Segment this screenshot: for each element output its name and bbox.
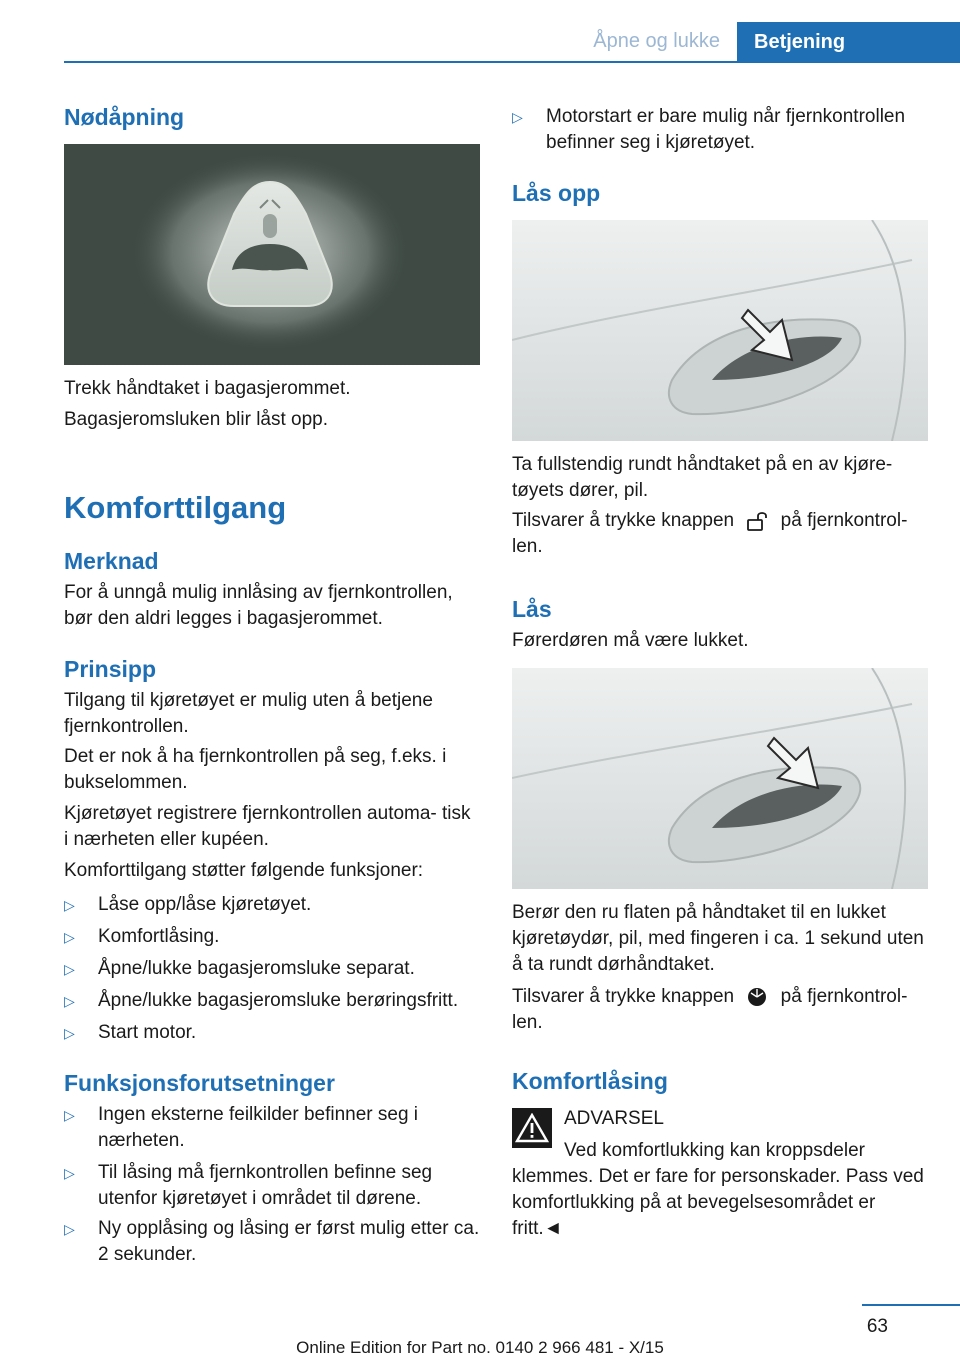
heading-note: Merknad [64, 548, 159, 574]
header-rule [64, 61, 960, 63]
heading-principle: Prinsipp [64, 656, 157, 682]
text-principle-2: Det er nok å ha fjernkontrollen på seg, f.eks. i bukselommen. [64, 746, 447, 793]
warning-text-1: Ved komfortlukking kan kroppsdeler [564, 1140, 865, 1161]
trunk-handle-illustration [64, 144, 480, 365]
text-lock-0: Førerdøren må være lukket. [512, 630, 749, 651]
door-handle-grip-illustration [512, 220, 928, 441]
bullet-triangle-icon: ▷ [64, 1107, 75, 1123]
bullet-triangle-icon: ▷ [64, 1165, 75, 1181]
heading-lock: Lås [512, 596, 552, 622]
heading-comfort-access: Komforttilgang [64, 490, 287, 525]
text-emergency-2: Bagasjeromsluken blir låst opp. [64, 409, 329, 430]
text-unlock-1: Ta fullstendig rundt håndtaket på en av kjøre‐ tøyets dører, pil. [512, 454, 893, 501]
text-lock-1: Berør den ru flaten på håndtaket til en lukket kjøretøydør, pil, med fingeren i ca. 1 sekund uten å ta rundt dørhåndtaket. [512, 902, 924, 975]
heading-comfort-locking: Komfortlåsing [512, 1068, 668, 1094]
lock-button-icon [745, 986, 769, 1008]
bullet-triangle-icon: ▷ [64, 1221, 75, 1237]
heading-requirements: Funksjonsforutsetninger [64, 1070, 335, 1096]
page-number: 63 [866, 1316, 888, 1337]
page-header [0, 0, 960, 62]
bullet-triangle-icon: ▷ [64, 929, 75, 945]
door-handle-touch-image [512, 668, 928, 889]
footer-rule [862, 1304, 960, 1306]
door-handle-grip-image [512, 220, 928, 441]
bullet-triangle-icon: ▷ [512, 109, 523, 125]
text-note: For å unngå mulig innlåsing av fjernkontrollen, bør den aldri legges i bagasjerommet. [64, 582, 453, 629]
trunk-handle-image [64, 144, 480, 365]
text-unlock-2: Tilsvarer å trykke knappen på fjernkontrol‐ len. [512, 510, 908, 557]
text-principle-3: Kjøretøyet registrere fjernkontrollen automa‐ tisk i nærheten eller kupéen. [64, 803, 471, 850]
bullet-triangle-icon: ▷ [64, 993, 75, 1009]
header-tab-active: Betjening [737, 22, 960, 62]
footer-edition: Online Edition for Part no. 0140 2 966 481 - X/15 [296, 1338, 664, 1357]
breadcrumb-section: Åpne og lukke [593, 30, 720, 52]
door-handle-touch-illustration [512, 668, 928, 889]
bullet-triangle-icon: ▷ [64, 897, 75, 913]
heading-unlock: Lås opp [512, 180, 601, 206]
text-principle-1: Tilgang til kjøretøyet er mulig uten å betjene fjernkontrollen. [64, 690, 433, 737]
heading-emergency-release: Nødåpning [64, 104, 185, 130]
bullet-triangle-icon: ▷ [64, 961, 75, 977]
unlock-padlock-icon [745, 510, 769, 532]
text-lock-2: Tilsvarer å trykke knappen på fjernkontrol‐ len. [512, 986, 908, 1033]
warning-triangle-icon [512, 1108, 552, 1148]
warning-title: ADVARSEL [564, 1108, 664, 1129]
warning-text-2: klemmes. Det er fare for personskader. Pass ved komfortlukking på at bevegelsesområdet er fritt.◄ [512, 1166, 924, 1239]
text-principle-4: Komforttilgang støtter følgende funksjoner: [64, 860, 424, 881]
text-emergency-1: Trekk håndtaket i bagasjerommet. [64, 378, 351, 399]
bullet-triangle-icon: ▷ [64, 1025, 75, 1041]
